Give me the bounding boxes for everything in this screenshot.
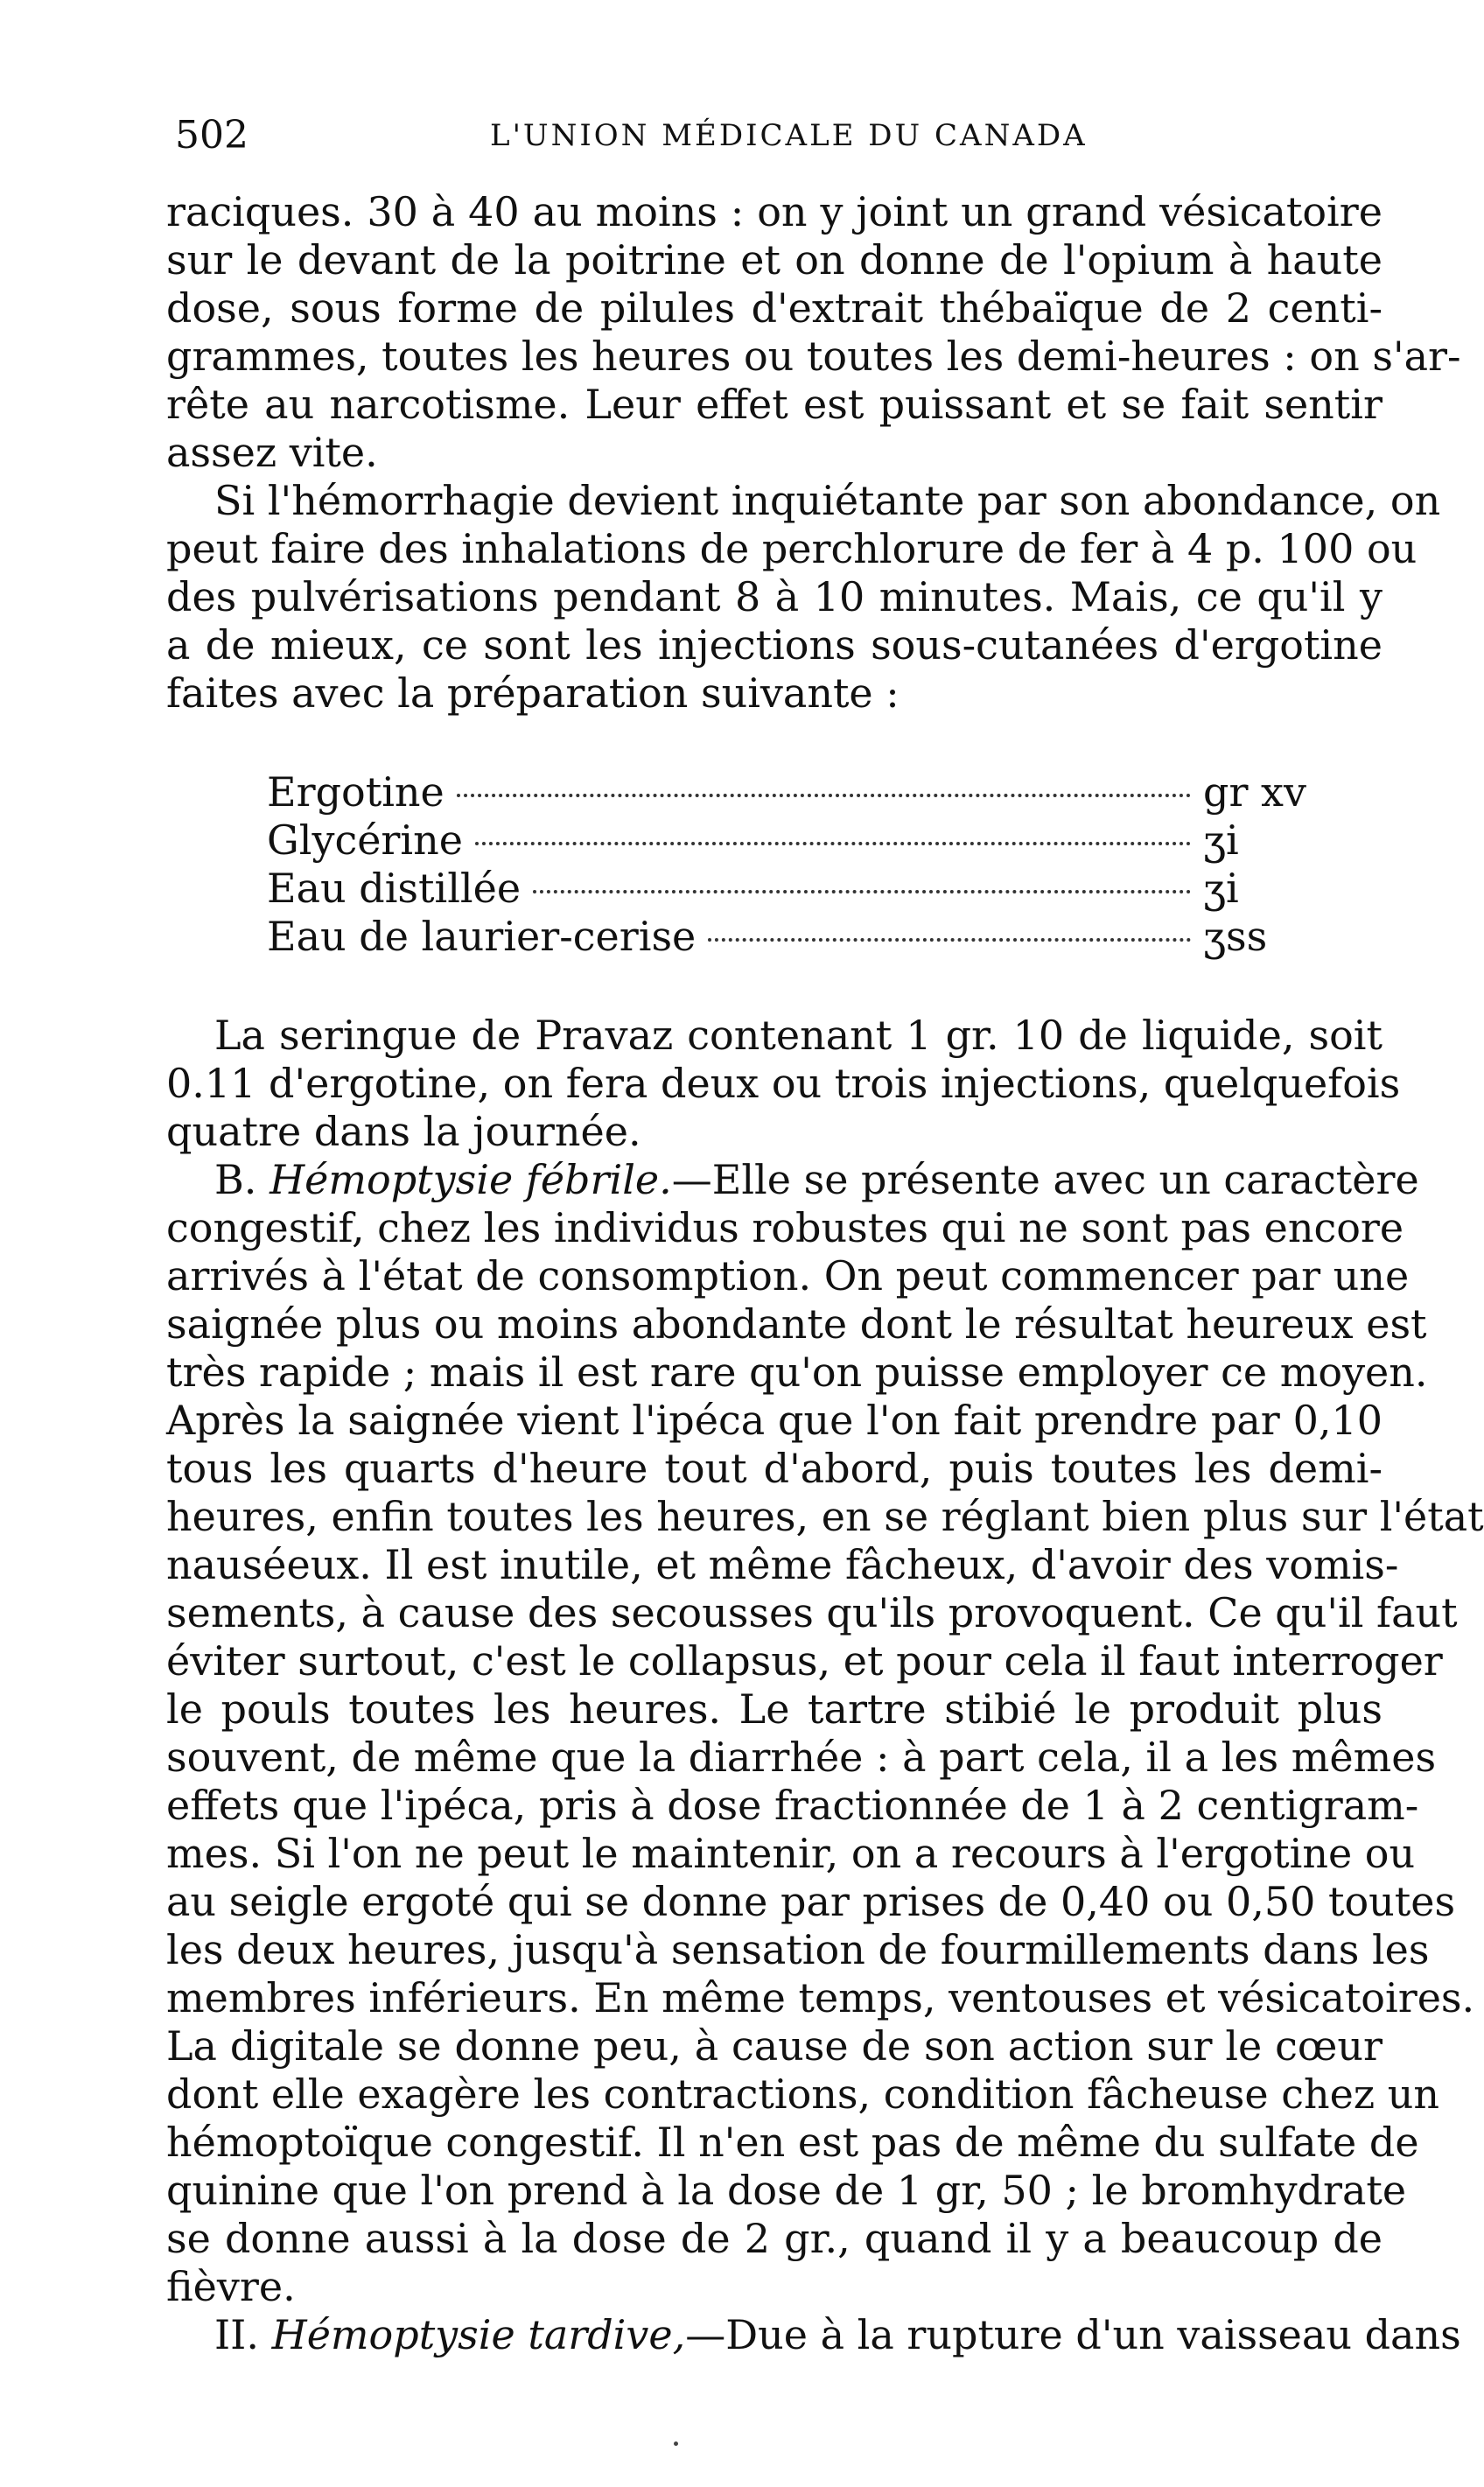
section-label: II. [214, 2311, 259, 2358]
text-line: heures, enfin toutes les heures, en se réglant bien plus sur l'état [166, 1493, 1484, 1540]
section-lead: —Elle se présente avec un caractère [671, 1156, 1419, 1203]
text-line: hémoptoïque congestif. Il n'en est pas de même du sulfate de [166, 2119, 1419, 2166]
dot-leader [457, 794, 1191, 797]
text-line [166, 1156, 1419, 1204]
ingredient-dose: gr xv [1203, 768, 1306, 816]
text-line: quinine que l'on prend à la dose de 1 gr, 50 ; le bromhydrate [166, 2167, 1407, 2214]
text-line: tous les quarts d'heure tout d'abord, puis toutes les demi- [166, 1445, 1382, 1492]
text-line: dose, sous forme de pilules d'extrait thébaïque de 2 centi- [166, 284, 1382, 332]
text-line: grammes, toutes les heures ou toutes les demi-heures : on s'ar- [166, 333, 1461, 380]
page-number: 502 [175, 113, 248, 158]
text-line: se donne aussi à la dose de 2 gr., quand il y a beaucoup de [166, 2215, 1382, 2262]
text-line: membres inférieurs. En même temps, ventouses et vésicatoires. [166, 1974, 1475, 2021]
prescription-row [267, 865, 1308, 913]
text-line: La seringue de Pravaz contenant 1 gr. 10 de liquide, soit [214, 1012, 1382, 1059]
prescription-row [267, 913, 1308, 961]
text-line: congestif, chez les individus robustes qui ne sont pas encore [166, 1204, 1404, 1251]
text-line: saignée plus ou moins abondante dont le résultat heureux est [166, 1300, 1427, 1348]
text-line: nauséeux. Il est inutile, et même fâcheux, d'avoir des vomis- [166, 1541, 1399, 1588]
text-line [166, 2311, 1461, 2359]
paragraph-seringue [166, 1012, 1401, 1156]
text-line: le pouls toutes les heures. Le tartre stibié le produit plus [166, 1685, 1382, 1733]
text-line: éviter surtout, c'est le collapsus, et pour cela il faut interroger [166, 1637, 1443, 1685]
text-line: faites avec la préparation suivante : [166, 669, 900, 717]
text-line: La digitale se donne peu, à cause de son action sur le cœur [166, 2022, 1382, 2070]
text-line: Si l'hémorrhagie devient inquiétante par son abondance, on [214, 477, 1441, 524]
text-line: rête au narcotisme. Leur effet est puissant et se fait sentir [166, 381, 1382, 428]
text-line: peut faire des inhalations de perchlorure de fer à 4 p. 100 ou [166, 525, 1418, 572]
text-line: assez vite. [166, 429, 378, 476]
ingredient-name: Eau de laurier-cerise [267, 913, 696, 960]
text-line: effets que l'ipéca, pris à dose fractionnée de 1 à 2 centigram- [166, 1782, 1419, 1829]
paragraph-opium [166, 188, 1461, 477]
text-line: a de mieux, ce sont les injections sous-cutanées d'ergotine [166, 621, 1382, 669]
ingredient-dose: ʒss [1203, 913, 1268, 960]
ingredient-name: Ergotine [267, 768, 444, 816]
ingredient-name: Eau distillée [267, 865, 522, 912]
paragraph-hemoptysie-febrile [166, 1156, 1484, 2311]
text-line: arrivés à l'état de consomption. On peut commencer par une [166, 1252, 1410, 1300]
ingredient-dose: ʒi [1203, 865, 1239, 912]
text-line: Après la saignée vient l'ipéca que l'on fait prendre par 0,10 [166, 1397, 1382, 1444]
prescription-row [267, 768, 1308, 816]
text-line: des pulvérisations pendant 8 à 10 minutes. Mais, ce qu'il y [166, 573, 1382, 620]
text-line: fièvre. [166, 2263, 296, 2310]
text-line: mes. Si l'on ne peut le maintenir, on a recours à l'ergotine ou [166, 1830, 1416, 1877]
paragraph-hemorrhagie [166, 477, 1441, 718]
print-speck [674, 2441, 678, 2446]
text-line: les deux heures, jusqu'à sensation de fourmillements dans les [166, 1926, 1430, 1973]
text-line: sur le devant de la poitrine et on donne de l'opium à haute [166, 236, 1382, 284]
prescription-row [267, 816, 1308, 865]
dot-leader [475, 842, 1191, 845]
ingredient-dose: ʒi [1203, 816, 1239, 864]
paragraph-hemoptysie-tardive [166, 2311, 1461, 2359]
section-label: B. [214, 1156, 257, 1203]
text-line: raciques. 30 à 40 au moins : on y joint un grand vésicatoire [166, 188, 1382, 235]
dot-leader [533, 890, 1191, 893]
text-line: au seigle ergoté qui se donne par prises de 0,40 ou 0,50 toutes [166, 1878, 1456, 1925]
page-header [175, 109, 1365, 162]
running-title: L'UNION MÉDICALE DU CANADA [490, 118, 1088, 153]
ingredient-name: Glycérine [267, 816, 463, 864]
text-line: souvent, de même que la diarrhée : à part cela, il a les mêmes [166, 1734, 1437, 1781]
prescription-table [267, 768, 1308, 961]
text-line: sements, à cause des secousses qu'ils provoquent. Ce qu'il faut [166, 1589, 1458, 1636]
section-title: Hémoptysie tardive, [271, 2311, 686, 2358]
text-line: 0.11 d'ergotine, on fera deux ou trois injections, quelquefois [166, 1060, 1401, 1107]
text-line: quatre dans la journée. [166, 1108, 641, 1155]
text-line: très rapide ; mais il est rare qu'on puisse employer ce moyen. [166, 1349, 1428, 1396]
section-lead: —Due à la rupture d'un vaisseau dans [685, 2311, 1461, 2358]
body-text [166, 188, 1484, 2359]
dot-leader [708, 938, 1191, 942]
text-line: dont elle exagère les contractions, condition fâcheuse chez un [166, 2070, 1439, 2118]
section-title: Hémoptysie fébrile. [270, 1156, 672, 1203]
